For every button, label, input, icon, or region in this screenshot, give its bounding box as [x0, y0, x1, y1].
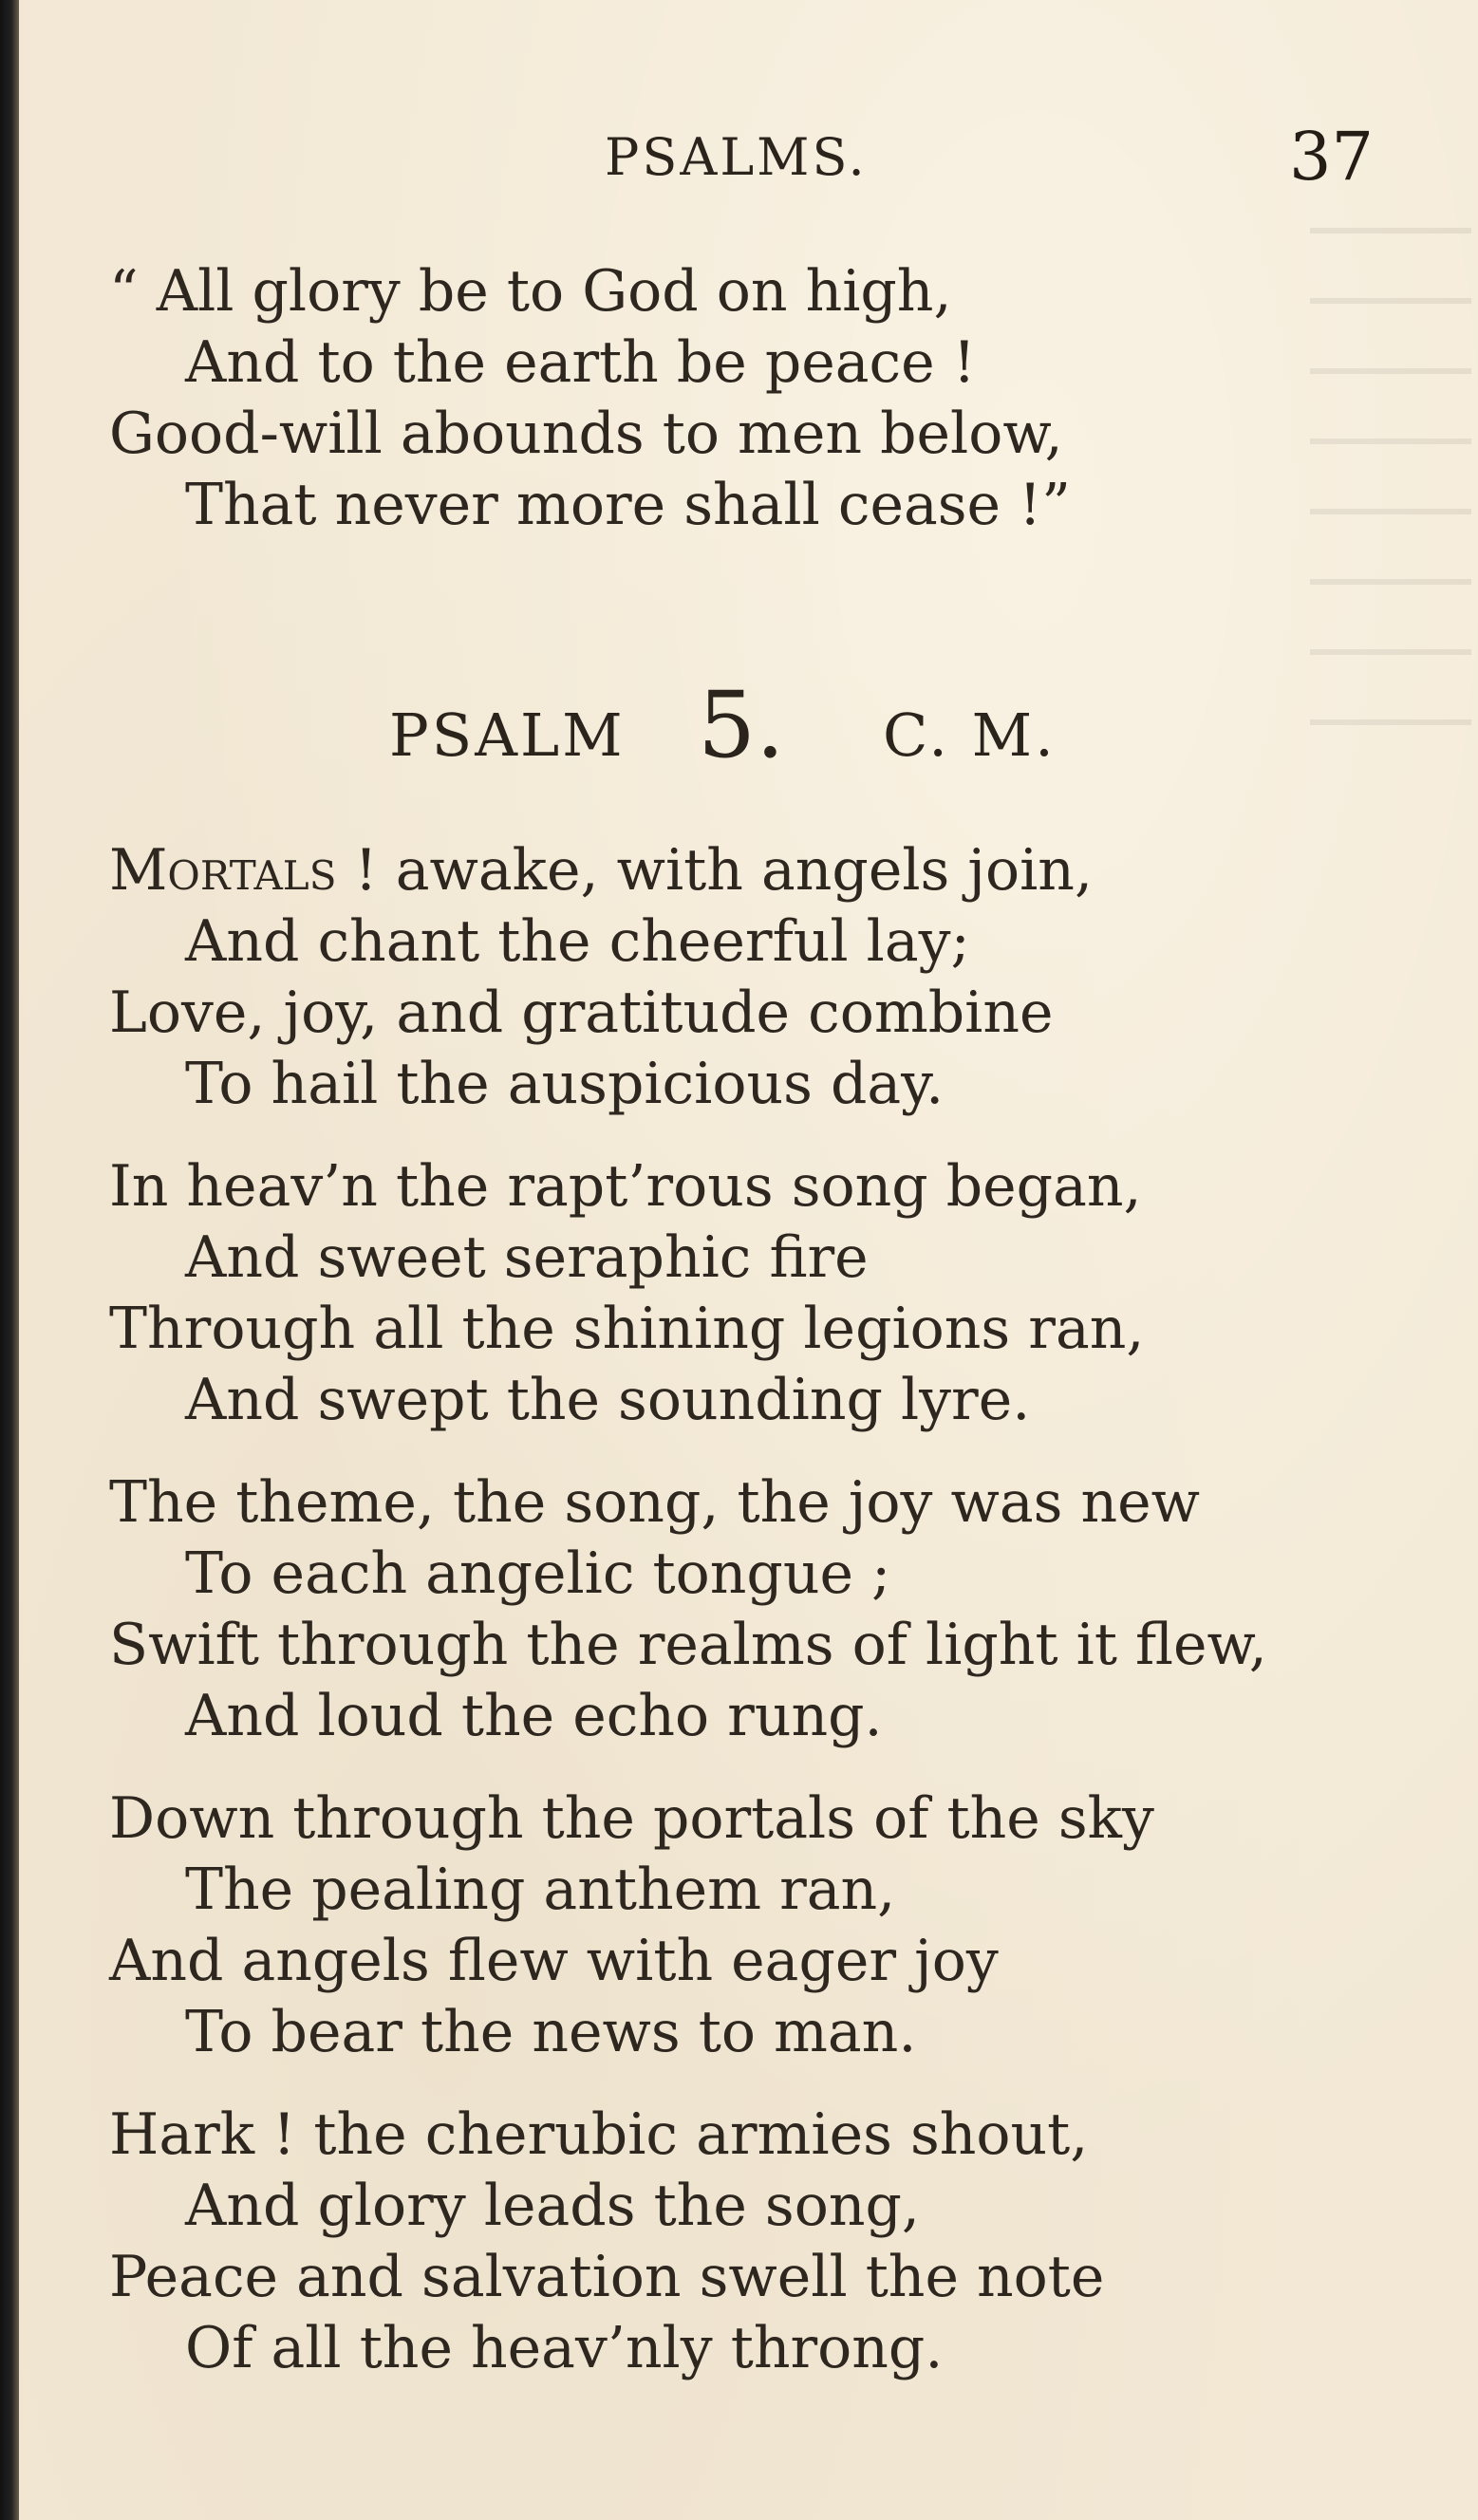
- verse-line-rest: ! awake, with angels join,: [336, 837, 1094, 904]
- verse-line: To each angelic tongue ;: [185, 1540, 891, 1607]
- psalm-number: 5.: [698, 672, 785, 778]
- verse-line: Down through the portals of the sky: [109, 1785, 1154, 1852]
- page-number: 37: [1289, 118, 1375, 196]
- verse-line: Peace and salvation swell the note: [109, 2244, 1105, 2310]
- book-spine-shadow: [0, 0, 19, 2520]
- verse-line: And loud the echo rung.: [185, 1683, 883, 1749]
- running-head: PSALMS.: [605, 127, 868, 187]
- verse-line: “ All glory be to God on high,: [109, 258, 952, 325]
- opening-word: Mortals: [109, 837, 337, 904]
- verse-line: Love, joy, and gratitude combine: [109, 980, 1054, 1046]
- verse-line: And glory leads the song,: [185, 2173, 920, 2239]
- stanza-5: [109, 2100, 1372, 2384]
- verse-line: And chant the cheerful lay;: [185, 908, 970, 975]
- psalm-heading: [0, 664, 1478, 778]
- verse-line: And angels flew with eager joy: [109, 1928, 999, 1994]
- verse-line: Swift through the realms of light it flew,: [109, 1612, 1267, 1678]
- psalm-meter: C. M.: [883, 700, 1057, 770]
- verse-line: That never more shall cease !”: [185, 472, 1071, 538]
- verse-line: Of all the heav’nly throng.: [185, 2315, 944, 2381]
- page-header: [0, 118, 1478, 199]
- stanza-1: [109, 835, 1372, 1120]
- intro-stanza: [109, 256, 1372, 541]
- verse-line: And to the earth be peace !: [185, 329, 976, 396]
- verse-line: [109, 835, 1372, 906]
- verse-line: Hark ! the cherubic armies shout,: [109, 2101, 1089, 2168]
- verse-line: To hail the auspicious day.: [185, 1051, 945, 1117]
- stanza-2: [109, 1151, 1372, 1436]
- psalm-label: PSALM: [389, 700, 626, 770]
- verse-line: And swept the sounding lyre.: [185, 1367, 1031, 1433]
- verse-line: The theme, the song, the joy was new: [109, 1469, 1201, 1536]
- verse-line: In heav’n the rapt’rous song began,: [109, 1153, 1142, 1220]
- verse-line: Through all the shining legions ran,: [109, 1296, 1145, 1362]
- verse-line: To bear the news to man.: [185, 1999, 917, 2065]
- verse-line: The pealing anthem ran,: [185, 1857, 896, 1923]
- stanza-4: [109, 1783, 1372, 2068]
- verse-line: And sweet seraphic fire: [185, 1224, 869, 1291]
- stanza-3: [109, 1467, 1372, 1752]
- verse-line: Good-will abounds to men below,: [109, 401, 1063, 467]
